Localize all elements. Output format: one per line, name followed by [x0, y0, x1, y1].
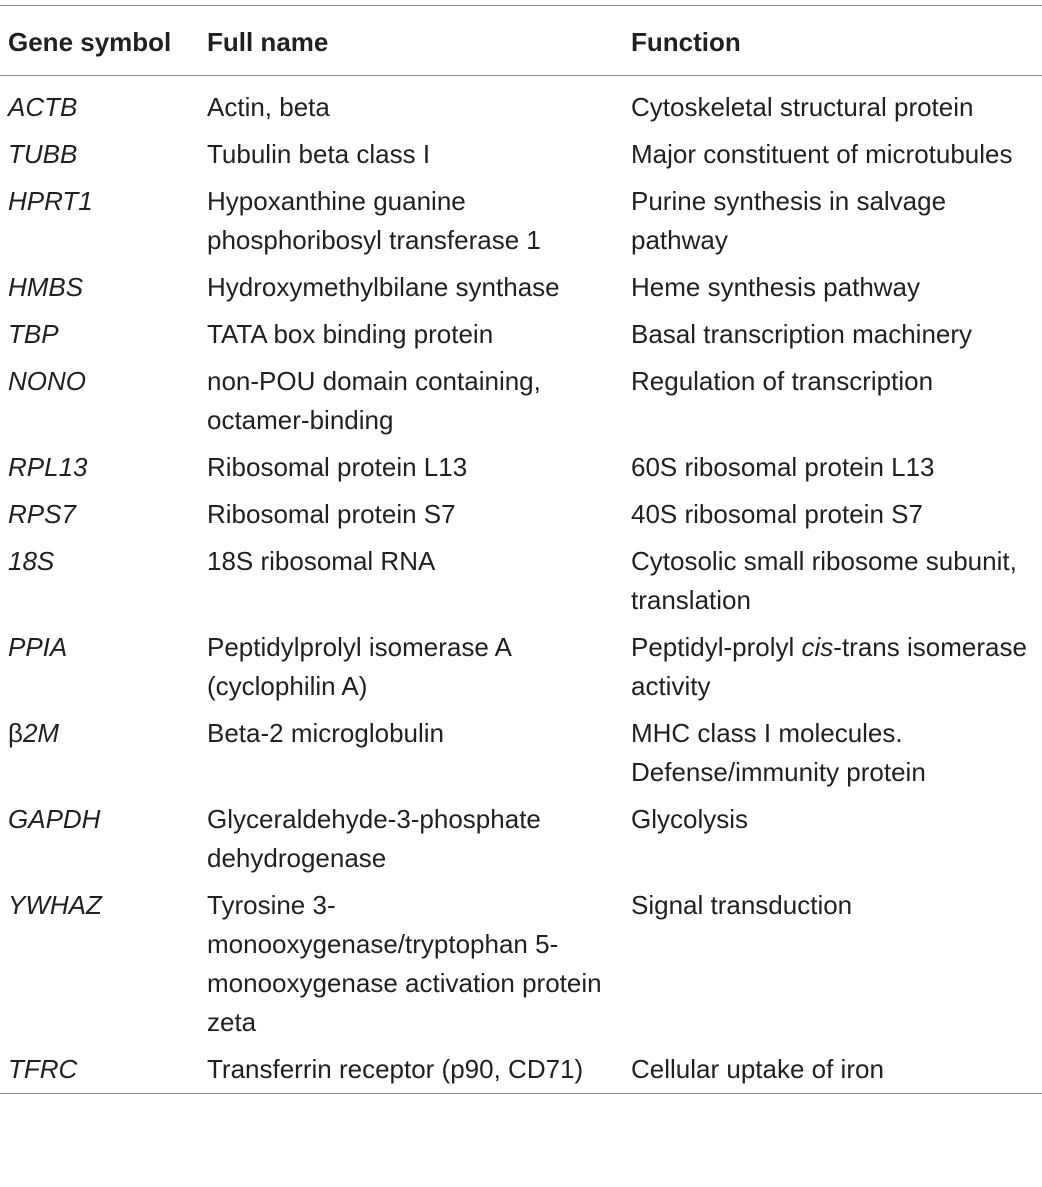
function-cell: Purine synthesis in salvage pathway: [631, 186, 947, 255]
gene-symbol-cell: [0, 714, 207, 800]
full-name-cell: Peptidylprolyl isomerase A (cyclophilin A): [207, 632, 511, 701]
gene-symbol-cell: HMBS: [8, 272, 84, 302]
full-name-cell: Actin, beta: [207, 92, 330, 122]
full-name-cell: Ribosomal protein L13: [207, 452, 468, 482]
function-cell: Cytoskeletal structural protein: [631, 92, 974, 122]
gene-symbol-prefix: β: [8, 718, 23, 748]
function-cell: Regulation of transcription: [631, 366, 934, 396]
gene-symbol-rest: 2M: [22, 718, 60, 748]
header-row: [0, 6, 1042, 76]
gene-symbol-cell: RPL13: [8, 452, 88, 482]
full-name-cell: Glyceraldehyde-3-phosphate dehydrogenase: [207, 804, 541, 873]
reference-gene-table: [0, 5, 1042, 1094]
gene-table-container: [0, 5, 1042, 1187]
full-name-cell: Transferrin receptor (p90, CD71): [207, 1054, 584, 1084]
table-row: [0, 76, 1042, 136]
function-cell: Major constituent of microtubules: [631, 139, 1013, 169]
table-row: [0, 886, 1042, 1050]
function-cell: 40S ribosomal protein S7: [631, 499, 923, 529]
table-row: [0, 315, 1042, 362]
table-row: [0, 1050, 1042, 1094]
function-cell: Basal transcription machinery: [631, 319, 973, 349]
full-name-cell: Tyrosine 3-monooxygenase/tryptophan 5-monooxygenase activation protein zeta: [207, 890, 602, 1037]
table-body: [0, 76, 1042, 1094]
gene-symbol-cell: NONO: [8, 366, 86, 396]
function-text-pre: Peptidyl-prolyl: [631, 632, 802, 662]
function-cell: MHC class I molecules. Defense/immunity protein: [631, 718, 926, 787]
full-name-cell: non-POU domain containing, octamer-binding: [207, 366, 541, 435]
table-row: [0, 268, 1042, 315]
function-cell: [631, 628, 1042, 714]
table-row: [0, 448, 1042, 495]
table-row: [0, 182, 1042, 268]
gene-symbol-cell: ACTB: [8, 92, 78, 122]
full-name-cell: Hydroxymethylbilane synthase: [207, 272, 560, 302]
table-row: [0, 362, 1042, 448]
gene-symbol-cell: YWHAZ: [8, 890, 102, 920]
full-name-cell: Hypoxanthine guanine phosphoribosyl transferase 1: [207, 186, 541, 255]
full-name-cell: TATA box binding protein: [207, 319, 494, 349]
header-gene-symbol: Gene symbol: [8, 27, 172, 57]
full-name-cell: 18S ribosomal RNA: [207, 546, 436, 576]
table-row: [0, 628, 1042, 714]
header-full-name: Full name: [207, 27, 329, 57]
function-text-italic: cis: [801, 632, 834, 662]
function-cell: Glycolysis: [631, 804, 749, 834]
table-row: [0, 135, 1042, 182]
full-name-cell: Tubulin beta class I: [207, 139, 431, 169]
full-name-cell: Ribosomal protein S7: [207, 499, 456, 529]
function-cell: Heme synthesis pathway: [631, 272, 921, 302]
table-row: [0, 495, 1042, 542]
table-row: [0, 542, 1042, 628]
gene-symbol-cell: GAPDH: [8, 804, 101, 834]
table-row: [0, 714, 1042, 800]
function-text-post: -trans isomerase activity: [631, 632, 1027, 701]
table-header: [0, 6, 1042, 76]
gene-symbol-cell: PPIA: [8, 632, 68, 662]
header-function: Function: [631, 27, 741, 57]
gene-symbol-cell: HPRT1: [8, 186, 93, 216]
function-cell: Cytosolic small ribosome subunit, translation: [631, 546, 1017, 615]
function-cell: Cellular uptake of iron: [631, 1054, 884, 1084]
gene-symbol-cell: TUBB: [8, 139, 78, 169]
gene-symbol-cell: TBP: [8, 319, 59, 349]
function-cell: 60S ribosomal protein L13: [631, 452, 935, 482]
table-row: [0, 800, 1042, 886]
gene-symbol-cell: RPS7: [8, 499, 76, 529]
gene-symbol-cell: TFRC: [8, 1054, 78, 1084]
gene-symbol-cell: 18S: [8, 546, 55, 576]
full-name-cell: Beta-2 microglobulin: [207, 718, 445, 748]
function-cell: Signal transduction: [631, 890, 853, 920]
